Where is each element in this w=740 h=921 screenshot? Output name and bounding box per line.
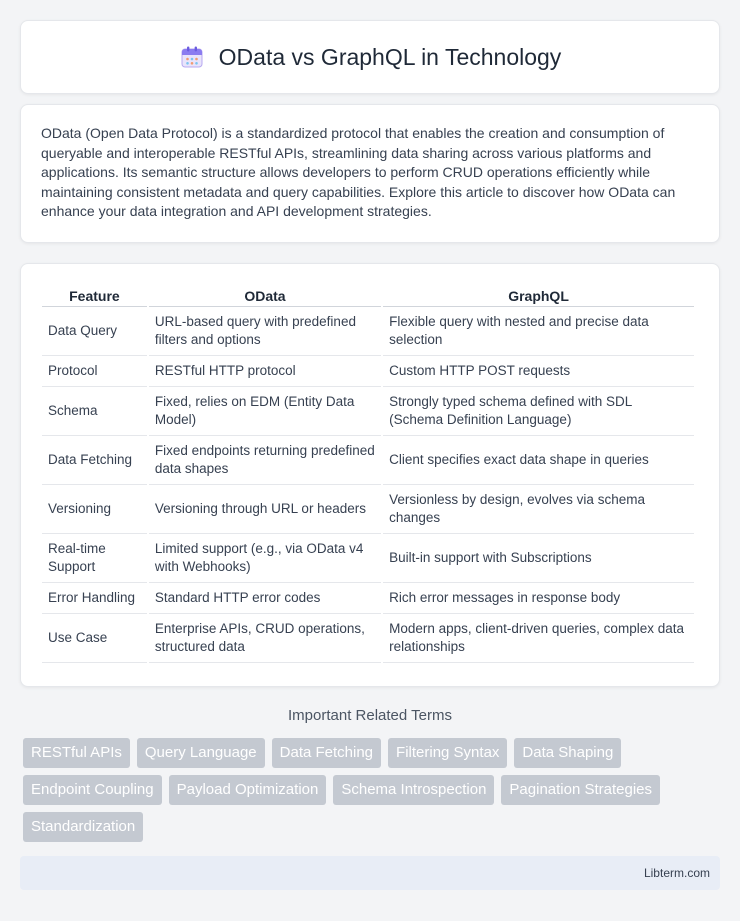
related-term-tag[interactable]: Endpoint Coupling	[23, 775, 162, 805]
related-term-tag[interactable]: Pagination Strategies	[501, 775, 660, 805]
table-row	[42, 485, 694, 534]
graphql-cell: Modern apps, client-driven queries, complex data relationships	[383, 614, 694, 663]
feature-cell: Use Case	[42, 614, 147, 663]
feature-cell: Schema	[42, 387, 147, 436]
footer-site-link[interactable]: Libterm.com	[643, 866, 710, 880]
table-row	[42, 583, 694, 614]
feature-cell: Data Fetching	[42, 436, 147, 485]
table-row	[42, 436, 694, 485]
related-term-tag[interactable]: Data Fetching	[272, 738, 381, 768]
graphql-cell: Flexible query with nested and precise data selection	[383, 307, 694, 356]
related-terms-title: Important Related Terms	[288, 707, 452, 724]
odata-cell: RESTful HTTP protocol	[149, 356, 381, 387]
intro-card	[20, 104, 720, 243]
graphql-cell: Versionless by design, evolves via schema changes	[383, 485, 694, 534]
odata-cell: Versioning through URL or headers	[149, 485, 381, 534]
feature-cell: Real-time Support	[42, 534, 147, 583]
table-row	[42, 387, 694, 436]
graphql-cell: Built-in support with Subscriptions	[383, 534, 694, 583]
feature-cell: Error Handling	[42, 583, 147, 614]
header-feature: Feature	[42, 285, 147, 307]
related-term-tag[interactable]: Standardization	[23, 812, 143, 842]
odata-cell: Standard HTTP error codes	[149, 583, 381, 614]
table-row	[42, 356, 694, 387]
table-row	[42, 534, 694, 583]
table-row	[42, 307, 694, 356]
related-term-tag[interactable]: Payload Optimization	[169, 775, 327, 805]
odata-cell: Fixed endpoints returning predefined data shapes	[149, 436, 381, 485]
odata-cell: URL-based query with predefined filters and options	[149, 307, 381, 356]
header-graphql: GraphQL	[383, 285, 694, 307]
calendar-icon	[179, 44, 205, 70]
footer	[20, 856, 720, 890]
graphql-cell: Client specifies exact data shape in queries	[383, 436, 694, 485]
intro-text: OData (Open Data Protocol) is a standardized protocol that enables the creation and consumption of queryable and interoperable RESTful APIs, streamlining data sharing across various platforms and applications. Its semantic structure allows developers to perform CRUD operations efficiently while maintaining consistent metadata and query capabilities. Explore this article to discover how OData can enhance your data integration and API development strategies.	[41, 125, 676, 220]
feature-cell: Data Query	[42, 307, 147, 356]
page-title: OData vs GraphQL in Technology	[218, 43, 562, 70]
graphql-cell: Custom HTTP POST requests	[383, 356, 694, 387]
comparison-table	[40, 285, 696, 663]
related-term-tag[interactable]: Data Shaping	[514, 738, 621, 768]
graphql-cell: Rich error messages in response body	[383, 583, 694, 614]
graphql-cell: Strongly typed schema defined with SDL (Schema Definition Language)	[383, 387, 694, 436]
feature-cell: Versioning	[42, 485, 147, 534]
odata-cell: Enterprise APIs, CRUD operations, structured data	[149, 614, 381, 663]
table-header-row	[42, 285, 694, 307]
related-term-tag[interactable]: Query Language	[137, 738, 265, 768]
title-card	[20, 20, 720, 94]
feature-cell: Protocol	[42, 356, 147, 387]
table-row	[42, 614, 694, 663]
comparison-card	[20, 263, 720, 687]
related-term-tag[interactable]: RESTful APIs	[23, 738, 130, 768]
odata-cell: Fixed, relies on EDM (Entity Data Model)	[149, 387, 381, 436]
related-term-tag[interactable]: Schema Introspection	[333, 775, 494, 805]
related-terms-list	[23, 738, 723, 842]
related-term-tag[interactable]: Filtering Syntax	[388, 738, 507, 768]
odata-cell: Limited support (e.g., via OData v4 with Webhooks)	[149, 534, 381, 583]
header-odata: OData	[149, 285, 381, 307]
